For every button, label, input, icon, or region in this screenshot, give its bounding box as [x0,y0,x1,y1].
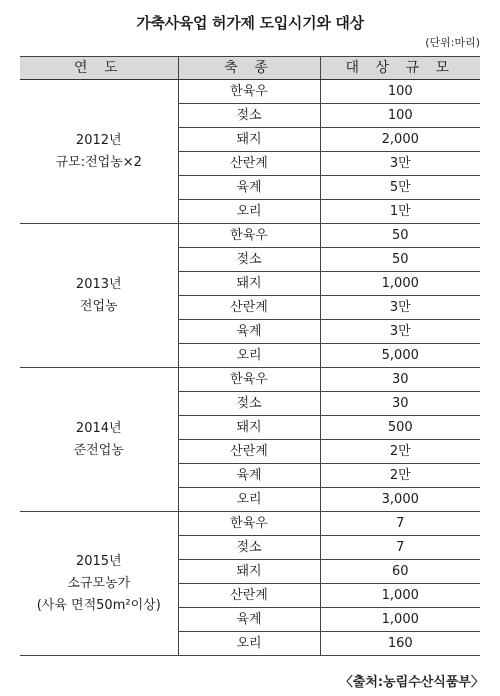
scale-value-cell: 1만 [320,200,480,224]
livestock-cell: 한육우 [178,368,320,392]
header-year: 연 도 [20,57,178,80]
table-row [20,368,480,392]
scale-value-cell: 5,000 [320,344,480,368]
scale-value-cell: 3만 [320,320,480,344]
table-header-row [20,57,480,80]
scale-value-cell: 1,000 [320,608,480,632]
scale-value-cell: 2,000 [320,128,480,152]
table-row [20,224,480,248]
year-group-year: 2013년 [75,276,122,292]
livestock-permit-table [20,56,480,656]
livestock-cell: 산란계 [178,440,320,464]
livestock-cell: 육계 [178,176,320,200]
scale-value-cell: 3,000 [320,488,480,512]
scale-value-cell: 30 [320,392,480,416]
table-body [20,80,480,656]
scale-value-cell: 30 [320,368,480,392]
livestock-cell: 오리 [178,488,320,512]
livestock-cell: 오리 [178,632,320,656]
scale-value-cell: 50 [320,248,480,272]
livestock-cell: 육계 [178,320,320,344]
livestock-cell: 젖소 [178,248,320,272]
scale-value-cell: 100 [320,104,480,128]
livestock-cell: 산란계 [178,584,320,608]
year-group-cell [20,512,178,656]
scale-value-cell: 7 [320,512,480,536]
scale-value-cell: 50 [320,224,480,248]
livestock-cell: 산란계 [178,296,320,320]
year-group-year: 2012년 [75,132,122,148]
year-group-note: (사육 면적50m²이상) [36,597,161,613]
year-group-year: 2015년 [75,553,122,569]
header-scale: 대 상 규 모 [320,57,480,80]
scale-value-cell: 7 [320,536,480,560]
livestock-cell: 젖소 [178,104,320,128]
scale-value-cell: 3만 [320,296,480,320]
scale-value-cell: 1,000 [320,272,480,296]
livestock-cell: 젖소 [178,536,320,560]
year-group-subject: 준전업농 [73,442,124,458]
year-group-subject: 전업농 [79,298,118,314]
scale-value-cell: 500 [320,416,480,440]
year-group-subject: 규모:전업농×2 [55,154,142,170]
scale-value-cell: 3만 [320,152,480,176]
scale-value-cell: 60 [320,560,480,584]
livestock-cell: 돼지 [178,560,320,584]
livestock-cell: 한육우 [178,224,320,248]
livestock-cell: 오리 [178,344,320,368]
scale-value-cell: 5만 [320,176,480,200]
year-group-cell [20,224,178,368]
scale-value-cell: 1,000 [320,584,480,608]
livestock-cell: 젖소 [178,392,320,416]
livestock-cell: 한육우 [178,512,320,536]
source-note: 〈출처:농림수산식품부〉 [339,675,484,690]
livestock-cell: 돼지 [178,416,320,440]
livestock-cell: 육계 [178,608,320,632]
scale-value-cell: 2만 [320,440,480,464]
year-group-subject: 소규모농가 [67,575,131,591]
document-title: 가축사육업 허가제 도입시기와 대상 [136,14,364,32]
livestock-cell: 한육우 [178,80,320,104]
livestock-cell: 돼지 [178,272,320,296]
unit-label: (단위:마리) [425,36,480,49]
livestock-cell: 돼지 [178,128,320,152]
livestock-cell: 산란계 [178,152,320,176]
year-group-year: 2014년 [75,420,122,436]
year-group-cell [20,80,178,224]
table-row [20,80,480,104]
livestock-cell: 육계 [178,464,320,488]
scale-value-cell: 100 [320,80,480,104]
table-row [20,512,480,536]
header-livestock: 축 종 [178,57,320,80]
livestock-cell: 오리 [178,200,320,224]
scale-value-cell: 2만 [320,464,480,488]
scale-value-cell: 160 [320,632,480,656]
year-group-cell [20,368,178,512]
